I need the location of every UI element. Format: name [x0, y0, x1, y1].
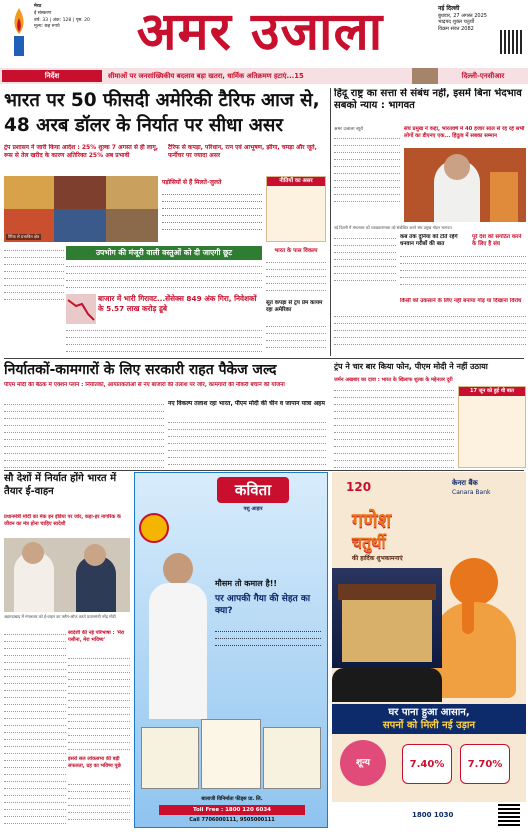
masthead	[0, 0, 528, 70]
cattle-feed-ad[interactable]	[134, 472, 328, 828]
ad1-brand: कविता	[217, 477, 289, 503]
trump-box-head: 17 जून को हुई थी बात	[459, 387, 525, 396]
market-headline[interactable]: बाजार में भारी गिरावट...सेंसेक्स 849 अंक गिरा, निवेशकों के 5.57 लाख करोड़ डूबे	[98, 294, 257, 313]
ad2-footer-band	[332, 802, 526, 828]
trump-body	[334, 386, 454, 468]
policy-box	[266, 176, 326, 242]
package-body-left	[4, 400, 164, 468]
provoke-body	[334, 312, 526, 356]
ad1-toll[interactable]: Toll Free : 1800 120 6034	[159, 805, 305, 815]
ad2-greet2: चतुर्थी	[352, 533, 386, 552]
lead-mid-title: पड़ोसियों से हैं मिलते-जुलते	[162, 179, 222, 186]
bhagwat-body-right	[400, 252, 526, 296]
ad2-car	[332, 668, 442, 702]
ad2-bank-en: Canara Bank	[452, 489, 491, 496]
organize-head: पूरे देश को संगठित करने के लिए है संघ	[472, 234, 522, 247]
ad2-tagline-a: घर पाना हुआ आसान,	[388, 707, 470, 718]
samvat: विक्रम संवत 2082	[438, 25, 474, 32]
edition-type: ई संस्करण	[34, 10, 52, 16]
topbar	[0, 68, 528, 84]
ad1-line2: पर आपकी गैया की सेहत का क्या?	[215, 594, 311, 616]
edition-price: मूल्य: छह रुपये	[34, 24, 60, 30]
column-divider	[330, 88, 331, 356]
lead-headline[interactable]: भारत पर 50 फीसदी अमेरिकी टैरिफ आज से, 48 अरब डॉलर के निर्यात पर सीधा असर	[4, 90, 320, 136]
ad2-rate-1	[402, 744, 452, 784]
options-head: भारत के पास विकल्प	[274, 248, 318, 254]
green-box: उपभोग की मंजूरी वाली वस्तुओं को दी जाएगी छूट	[66, 246, 262, 260]
section-divider-1	[4, 358, 524, 359]
ev-body-col3	[68, 780, 130, 826]
options-body	[266, 258, 326, 298]
provoke-head: किसी को उकसाने के लिए नहीं बनाया गोड़ या दिखाना विरोध	[400, 298, 522, 304]
ad2-helpline[interactable]: 1800 1030	[412, 811, 454, 819]
ad1-products	[141, 719, 321, 793]
logo-word-2: उजाला	[250, 1, 384, 62]
ad1-badge	[139, 513, 169, 543]
package-headline[interactable]: निर्यातकों-कामगारों के लिए सरकारी राहत पैकेज जल्द	[4, 362, 277, 378]
topbar-thumb	[412, 68, 438, 84]
qr-code-icon	[500, 30, 524, 54]
lead-body-col1	[4, 246, 64, 336]
bhagwat-photo	[404, 148, 526, 222]
market-chart-photo	[66, 294, 96, 324]
package-body-right	[168, 418, 326, 468]
ad2-years: 120	[346, 480, 372, 494]
lead-body-col2	[66, 262, 262, 292]
isro-head: इसरो सल लोकसभा की बड़ी सफलता, ग्रह का भविष्य पूछे	[68, 756, 121, 769]
ev-photo	[4, 538, 130, 612]
ad1-tag: पशु आहार	[243, 506, 263, 512]
ad1-call[interactable]: Call 7706000111, 9505000111	[189, 817, 275, 823]
flame-logo-icon	[8, 6, 30, 58]
bhagwat-body-mid	[334, 234, 396, 296]
ad2-greet3: की हार्दिक शुभकामनाएं	[352, 555, 403, 562]
bhagwat-caption: नई दिल्ली में मंगलवार को व्याख्यानमाला को संबोधित करते संघ प्रमुख मोहन भागवत	[334, 225, 452, 230]
ad2-rate-2	[460, 744, 510, 784]
trump-side-box	[458, 386, 526, 468]
topbar-tag-right: दिल्ली-एनसीआर	[461, 72, 505, 80]
ad2-zero: शून्य	[356, 758, 370, 768]
trump-subhead: जर्मन अखबार का दावा : भारत के खिलाफ शुल्क के मद्देनजर दूरी	[334, 377, 453, 383]
topbar-headline[interactable]: सीमाओं पर जनसांख्यिकीय बदलाव बड़ा खतरा, धार्मिक अतिक्रमण हटाएं...15	[108, 72, 304, 80]
lead-mid-text	[162, 190, 262, 242]
ev-body-col2	[68, 654, 130, 754]
date-block	[438, 6, 526, 62]
ad1-copy	[215, 627, 321, 657]
swadeshi-head: स्वदेशी की नई परिभाषा : 'मेरा पसीना, मेरा भविष्य'	[68, 630, 125, 643]
package-subhead: पीएम मोदी की बैठक में एक्शन प्लान : निर्यातकों, आयातकर्ताओं से नए बाजारों की तलाश पर जोर, कामगारों की नौकरी बचाने की योजना	[4, 382, 285, 388]
ad2-zero-badge	[340, 740, 386, 786]
tariff-photo-collage	[4, 176, 158, 242]
bhagwat-byline: अमर उजाला ब्यूरो	[334, 127, 364, 132]
edition-issue: वर्ष: 33 | अंक: 128 | पृष्ठ: 20	[34, 17, 90, 23]
lead-subhead-right: टैरिफ से कपड़ा, परिधान, रत्न एवं आभूषण, झींगा, चमड़ा और जूते, फर्नीचर पर ज्यादा असर	[168, 144, 317, 159]
trump-headline[interactable]: ट्रंप ने चार बार किया फोन, पीएम मोदी ने नहीं उठाया	[334, 362, 488, 371]
ad1-model	[143, 553, 213, 719]
ev-subhead: प्रधानमंत्री मोदी का मेक इन इंडिया पर जोर, कहा-हर नागरिक के जीवन का मंत्र होना चाहिए स्वदेशी	[4, 514, 121, 527]
ad1-line1: मौसम तो कमाल है!!	[215, 579, 278, 588]
package-mid-head: नए विकल्प तलाश रहा भारत, पीएम मोदी की चीन व जापान यात्रा अहम	[168, 400, 325, 407]
tariff-photo-caption: टैरिफ से प्रभावित क्षेत्र	[8, 234, 40, 239]
topbar-tag-left: निर्देश	[2, 70, 102, 82]
ad2-rate-1-value: 7.40%	[409, 759, 445, 770]
logo-word-1: अमर	[136, 1, 232, 62]
market-body	[66, 326, 262, 356]
ad1-footer: बालाजी विनिर्माता फीड्स प्रा. लि.	[201, 796, 263, 802]
canara-bank-ad[interactable]	[332, 472, 526, 828]
ad2-greet1: गणेश	[352, 508, 392, 532]
bhagwat-body-left	[334, 134, 400, 220]
cotton-head: सूत कपड़ा से ट्रंप प्रेम कायम रहा अमेरिका	[266, 300, 323, 313]
ev-headline[interactable]: सौ देशों में निर्यात होंगे भारत में तैयार ई-वाहन	[4, 473, 117, 497]
policy-box-title: नीतियों का असर	[267, 177, 325, 186]
bhagwat-headline[interactable]: हिंदू राष्ट्र का सत्ता से संबंध नहीं, इसमें बिना भेदभाव सबको न्याय : भागवत	[334, 88, 522, 111]
city-label: नई दिल्ली	[438, 5, 460, 12]
date-label: बुधवार, 27 अगस्त 2025	[438, 12, 487, 19]
ad2-rate-2-value: 7.70%	[467, 759, 503, 770]
section-divider-2	[4, 470, 524, 471]
ad2-house	[332, 568, 442, 668]
hindu-date: भाद्रपद शुक्ल चतुर्थी	[438, 19, 475, 26]
newspaper-logo	[95, 0, 425, 66]
ad2-bank: केनरा बैंक	[452, 479, 478, 487]
lead-subhead-left: ट्रंप प्रशासन ने जारी किया आदेश : 25% शुल्क 7 अगस्त से ही लागू, रूस से तेल खरीद के कारण अतिरिक्त 25% अब प्रभावी	[4, 144, 159, 159]
ad2-tagline-b: सपनों को मिली नई उड़ान	[382, 720, 476, 731]
edition-city: मेरठ	[34, 4, 42, 9]
ev-body-col1	[4, 630, 66, 826]
cotton-body	[266, 322, 326, 356]
bhagwat-subhead: संघ प्रमुख ने कहा, भारतवर्ष में 40 हजार साल से रह रहे सभी लोगों का डीएनए एक... हिंदुत्व में सबका सम्मान	[404, 126, 525, 139]
rich-poor-head: कब तक दुनिया को टोते रहेंगे धनवान गरीबों की बात	[400, 234, 458, 247]
ad2-qr-icon[interactable]	[498, 804, 520, 826]
ad2-tagline-band	[332, 704, 526, 734]
ev-caption: अहमदाबाद में मंगलवार को ई-वाहन का फ्लैग-ऑफ करते प्रधानमंत्री नरेंद्र मोदी	[4, 614, 116, 619]
